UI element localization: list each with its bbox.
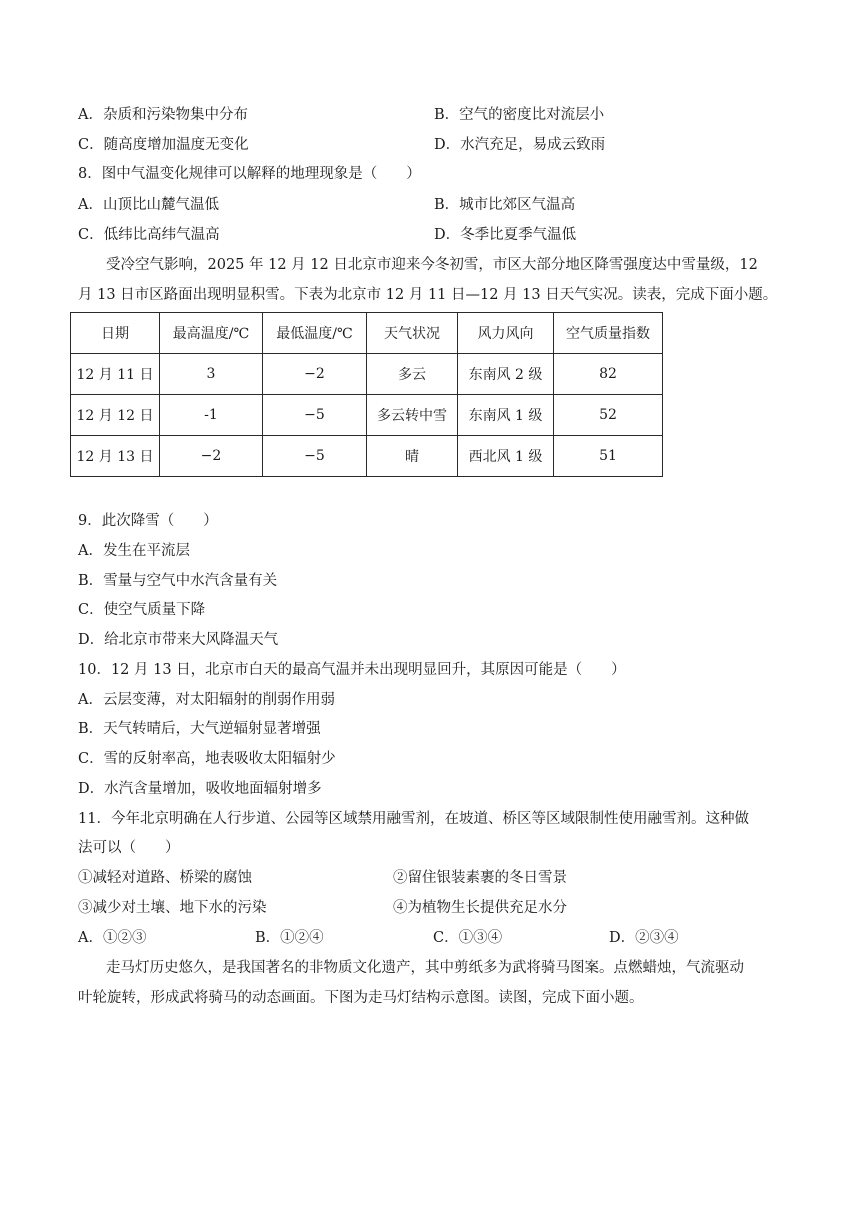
table-row (71, 436, 663, 477)
q8-option-a: A．山顶比山麓气温低 (78, 197, 219, 213)
q11-option-a: A．①②③ (78, 930, 147, 946)
table-cell: 12 月 11 日 (71, 354, 160, 395)
table-cell: 12 月 13 日 (71, 436, 160, 477)
q11-option-b: B．①②④ (255, 930, 324, 946)
q9-option-a: A．发生在平流层 (78, 543, 190, 559)
table-header-row (71, 313, 663, 354)
table-header-cell: 最低温度/℃ (263, 313, 367, 354)
q11-stem-line2: 法可以（ ） (78, 840, 180, 856)
q11-statement-4: ④为植物生长提供充足水分 (393, 900, 567, 916)
weather-table (70, 312, 663, 477)
q7-option-c: C．随高度增加温度无变化 (78, 137, 249, 153)
table-header-cell: 最高温度/℃ (160, 313, 263, 354)
q8-stem: 8．图中气温变化规律可以解释的地理现象是（ ） (78, 166, 421, 182)
q10-option-a: A．云层变薄，对太阳辐射的削弱作用弱 (78, 692, 335, 708)
table-cell: 12 月 12 日 (71, 395, 160, 436)
table-cell: −5 (263, 395, 367, 436)
table-row (71, 395, 663, 436)
table-cell: 多云转中雪 (367, 395, 458, 436)
q10-stem: 10．12 月 13 日，北京市白天的最高气温并未出现明显回升，其原因可能是（ ） (78, 662, 626, 678)
passage1-line1: 受冷空气影响，2025 年 12 月 12 日北京市迎来今冬初雪，市区大部分地区降雪强度达中雪量级，12 (106, 257, 758, 273)
table-cell: −5 (263, 436, 367, 477)
q9-option-b: B．雪量与空气中水汽含量有关 (78, 573, 278, 589)
q10-option-b: B．天气转晴后，大气逆辐射显著增强 (78, 721, 321, 737)
table-cell: -1 (160, 395, 263, 436)
q8-option-d: D．冬季比夏季气温低 (434, 227, 577, 243)
q8-option-b: B．城市比郊区气温高 (434, 197, 576, 213)
q7-option-d: D．水汽充足，易成云致雨 (434, 137, 606, 153)
table-header-cell: 天气状况 (367, 313, 458, 354)
q9-option-c: C．使空气质量下降 (78, 602, 206, 618)
q11-stem-line1: 11．今年北京明确在人行步道、公园等区域禁用融雪剂，在坡道、桥区等区域限制性使用融雪剂。这种做 (78, 811, 749, 827)
q10-option-c: C．雪的反射率高，地表吸收太阳辐射少 (78, 751, 336, 767)
table-cell: −2 (263, 354, 367, 395)
table-cell: 51 (554, 436, 663, 477)
q11-statement-3: ③减少对土壤、地下水的污染 (78, 900, 267, 916)
q9-stem: 9．此次降雪（ ） (78, 513, 218, 529)
table-cell: 52 (554, 395, 663, 436)
table-cell: −2 (160, 436, 263, 477)
q11-statement-1: ①减轻对道路、桥梁的腐蚀 (78, 870, 252, 886)
q11-option-c: C．①③④ (433, 930, 503, 946)
q10-option-d: D．水汽含量增加，吸收地面辐射增多 (78, 781, 322, 797)
table-cell: 3 (160, 354, 263, 395)
table-row (71, 354, 663, 395)
q7-option-b: B．空气的密度比对流层小 (434, 107, 605, 123)
passage2-line2: 叶轮旋转，形成武将骑马的动态画面。下图为走马灯结构示意图。读图，完成下面小题。 (78, 990, 644, 1006)
q7-option-a: A．杂质和污染物集中分布 (78, 107, 248, 123)
passage2-line1: 走马灯历史悠久，是我国著名的非物质文化遗产，其中剪纸多为武将骑马图案。点燃蜡烛，气流驱动 (106, 960, 744, 976)
table-cell: 东南风 1 级 (458, 395, 554, 436)
table-header-cell: 空气质量指数 (554, 313, 663, 354)
table-cell: 东南风 2 级 (458, 354, 554, 395)
q8-option-c: C．低纬比高纬气温高 (78, 227, 220, 243)
table-cell: 西北风 1 级 (458, 436, 554, 477)
table-cell: 多云 (367, 354, 458, 395)
q9-option-d: D．给北京市带来大风降温天气 (78, 632, 279, 648)
table-header-cell: 日期 (71, 313, 160, 354)
table-header-cell: 风力风向 (458, 313, 554, 354)
table-cell: 82 (554, 354, 663, 395)
passage1-line2: 月 13 日市区路面出现明显积雪。下表为北京市 12 月 11 日—12 月 13 日天气实况。读表，完成下面小题。 (78, 287, 778, 303)
table-cell: 晴 (367, 436, 458, 477)
q11-statement-2: ②留住银装素裹的冬日雪景 (393, 870, 567, 886)
q11-option-d: D．②③④ (609, 930, 679, 946)
